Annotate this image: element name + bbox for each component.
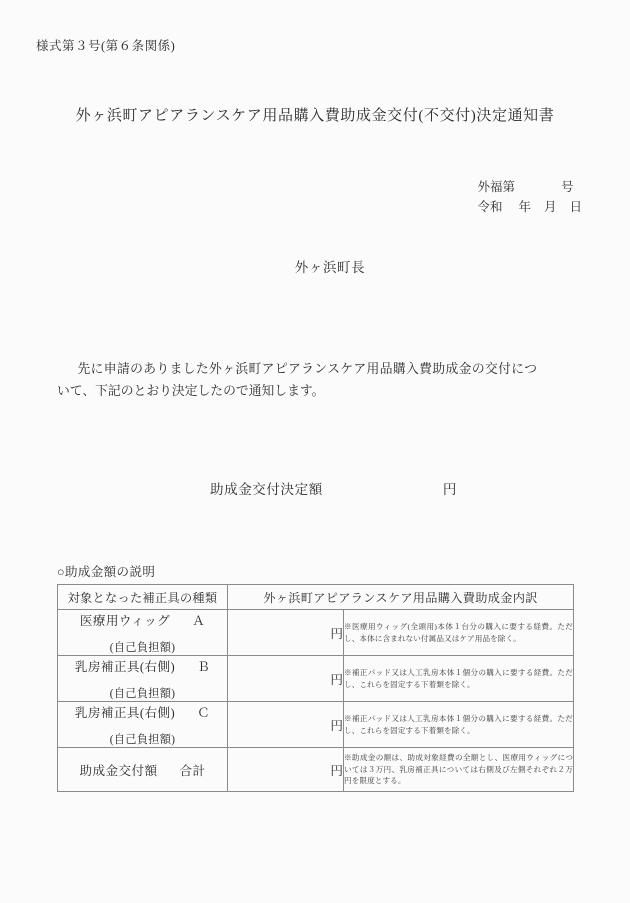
grant-breakdown-table: [57, 584, 574, 792]
body-paragraph: 先に申請のありました外ヶ浜町アピアランスケア用品購入費助成金の交付について、下記のとおり決定したので通知します。: [57, 362, 537, 398]
document-number-row: [477, 177, 582, 197]
total-kind-code: 合計: [179, 764, 206, 778]
row-kind-sub: (自己負担額): [109, 642, 176, 654]
decision-amount-line: [210, 478, 457, 498]
date-month-label: 月: [543, 200, 557, 214]
row-note-cell: ※補正パッド又は人工乳房本体１個分の購入に要する経費。ただし、これらを固定する下着類を除く。: [344, 702, 574, 748]
row-amount-cell[interactable]: [228, 656, 344, 702]
row-kind-main: [58, 656, 227, 675]
decision-amount-label: 助成金交付決定額: [210, 482, 323, 497]
row-kind-sub: (自己負担額): [109, 734, 176, 746]
row-kind-cell: [58, 656, 228, 702]
total-amount-cell[interactable]: [228, 748, 344, 792]
total-kind-main: [58, 760, 227, 779]
page-title: 外ヶ浜町アピアランスケア用品購入費助成金交付(不交付)決定通知書: [75, 108, 555, 124]
total-kind-cell: [58, 748, 228, 792]
row-kind-name: 乳房補正具(右側): [74, 706, 176, 720]
row-amount-unit: 円: [330, 719, 343, 733]
date-year-label: 年: [518, 200, 531, 214]
table-row-total: [58, 748, 574, 792]
row-amount-unit: 円: [330, 673, 343, 687]
row-kind-code: Ａ: [192, 614, 206, 628]
row-kind-main: [58, 702, 227, 721]
row-kind-cell: [58, 610, 228, 656]
document-number-label: 外福第: [477, 180, 515, 194]
document-number-and-date: [477, 177, 582, 217]
decision-amount-unit: 円: [442, 482, 457, 497]
table-row: [58, 702, 574, 748]
row-kind-sub: (自己負担額): [109, 688, 176, 700]
row-note-cell: ※補正パッド又は人工乳房本体１個分の購入に要する経費。ただし、これらを固定する下着類を除く。: [344, 656, 574, 702]
table-row: [58, 656, 574, 702]
form-number: 様式第３号(第６条関係): [36, 39, 176, 53]
row-amount-cell[interactable]: [228, 610, 344, 656]
row-amount-unit: 円: [330, 627, 343, 641]
row-kind-code: Ｃ: [197, 706, 211, 720]
total-kind-name: 助成金交付額: [79, 764, 158, 778]
document-date-row: [477, 197, 582, 217]
header-kind: 対象となった補正具の種類: [58, 585, 228, 610]
row-amount-cell[interactable]: [228, 702, 344, 748]
table-row: [58, 610, 574, 656]
row-kind-main: [58, 610, 227, 629]
total-note-cell: ※助成金の額は、助成対象経費の全額とし、医療用ウィッグについては３万円、乳房補正具については右側及び左側それぞれ２万円を限度とする。: [344, 748, 574, 792]
row-kind-cell: [58, 702, 228, 748]
row-kind-name: 医療用ウィッグ: [79, 614, 171, 628]
date-era-label: 令和: [477, 200, 503, 214]
table-heading: ○助成金額の説明: [57, 565, 156, 579]
total-amount-unit: 円: [330, 764, 343, 778]
date-day-label: 日: [569, 200, 582, 214]
row-kind-name: 乳房補正具(右側): [74, 660, 176, 674]
header-breakdown: 外ヶ浜町アピアランスケア用品購入費助成金内訳: [228, 585, 574, 610]
table-header-row: [58, 585, 574, 610]
row-kind-code: Ｂ: [197, 660, 211, 674]
document-number-suffix: 号: [560, 180, 574, 194]
row-note-cell: ※医療用ウィッグ(全頭用)本体１台分の購入に要する経費。ただし、本体に含まれない付属品又はケア用品を除く。: [344, 610, 574, 656]
issuer-name: 外ヶ浜町長: [294, 260, 366, 275]
